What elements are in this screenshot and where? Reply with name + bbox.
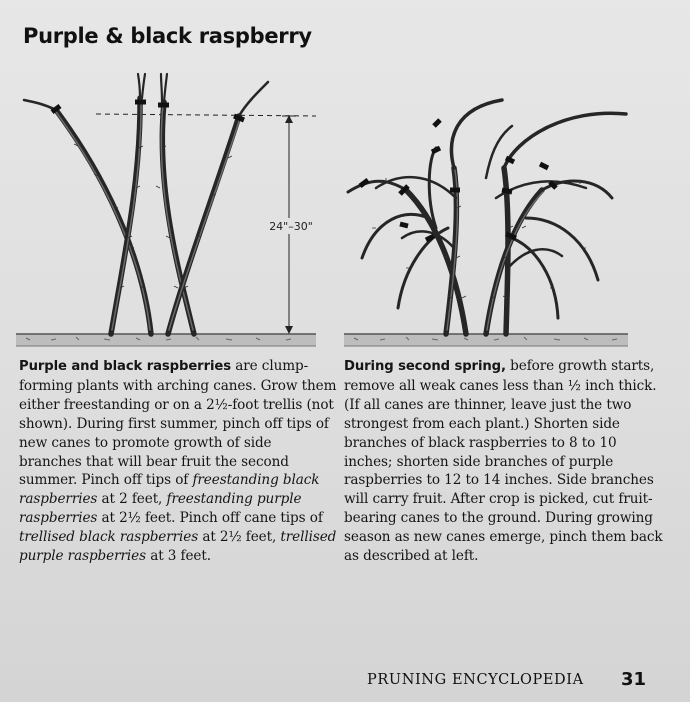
page-title: Purple & black raspberry bbox=[23, 24, 312, 48]
right-column-text bbox=[344, 357, 664, 566]
left-text-3: at 2½ feet. Pinch off cane tips of bbox=[97, 510, 323, 527]
page-number: 31 bbox=[621, 669, 647, 690]
left-italic-2: freestanding purple raspberries bbox=[19, 491, 302, 527]
right-column-lead: During second spring, bbox=[344, 359, 506, 374]
cane-group-right bbox=[348, 100, 626, 334]
left-column-lead: Purple and black raspberries bbox=[19, 359, 232, 374]
left-text-5: at 3 feet. bbox=[145, 548, 211, 565]
left-italic-3: trellised black raspberries bbox=[19, 529, 199, 546]
right-column-body: before growth starts, remove all weak canes less than ½ inch thick. (If all canes are thinner, leave just the two strongest from each plant.) Shorten side branches of black raspberries to 8 to 10 inches; shorten side branches of purple raspberries to 12 to 14 inches. Side branches will carry fruit. After crop is picked, cut fruit-bearing canes to the ground. During growing season as new canes emerge, pinch them back as described at left. bbox=[344, 358, 663, 565]
left-text-2: at 2 feet, bbox=[97, 491, 167, 508]
left-text-4: at 2½ feet, bbox=[198, 529, 281, 546]
left-text-1: are clump-forming plants with arching canes. Grow them either freestanding or on a 2½-foot trellis (not shown). During first summer, pinch off tips of new canes to promote growth of side branches that will bear fruit the second summer. Pinch off tips of bbox=[19, 358, 337, 489]
cane-group bbox=[24, 74, 268, 334]
second-spring-canes-illustration bbox=[336, 68, 656, 358]
left-italic-1: freestanding black raspberries bbox=[19, 472, 320, 508]
running-footer: PRUNING ENCYCLOPEDIA bbox=[367, 672, 584, 688]
left-italic-4: trellised purple raspberries bbox=[19, 529, 337, 565]
left-column-text bbox=[19, 357, 337, 566]
first-summer-canes-illustration bbox=[6, 68, 326, 358]
height-label: 24"–30" bbox=[269, 220, 313, 233]
